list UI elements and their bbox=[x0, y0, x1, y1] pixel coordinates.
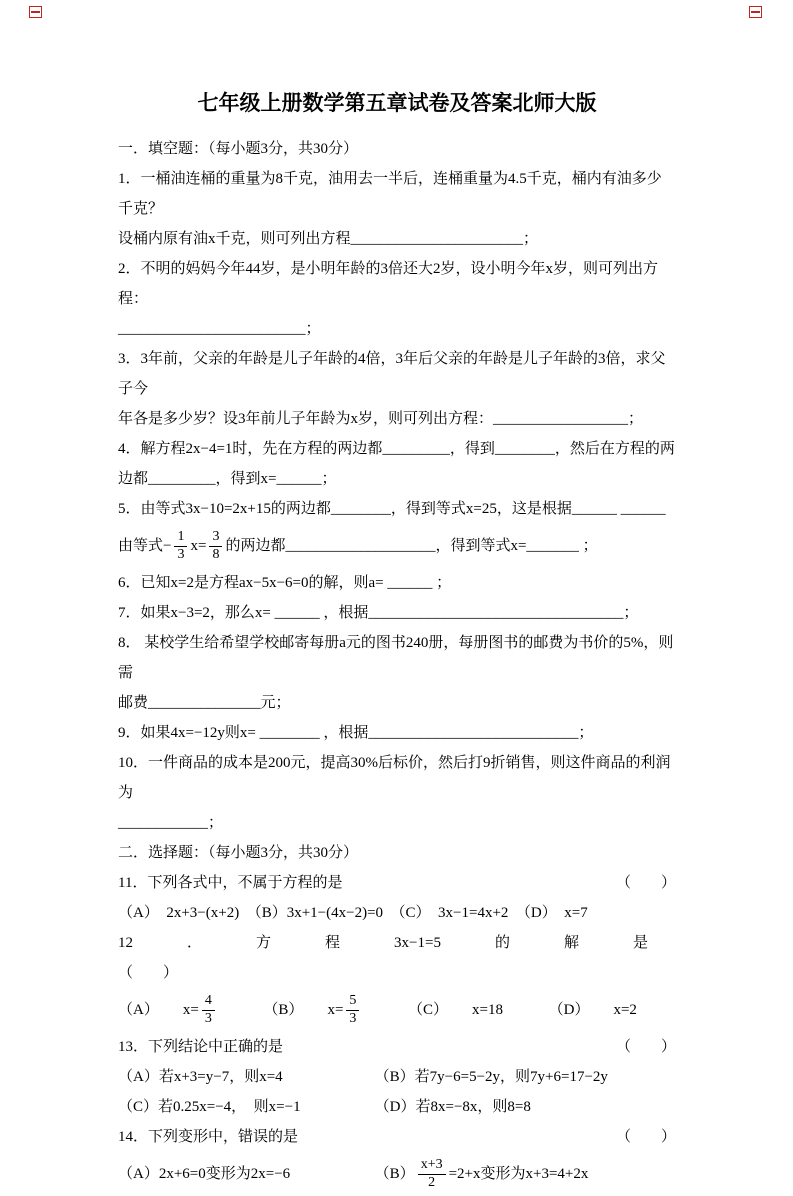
q13-option-c: （C）若0.25x=−4， 则x=−1 bbox=[118, 1099, 301, 1115]
corner-stamp-left-icon bbox=[29, 6, 42, 18]
q12-word: 方 bbox=[256, 935, 272, 951]
option-value bbox=[183, 993, 218, 1026]
fraction-numerator: x+3 bbox=[418, 1157, 446, 1174]
q13-option-d: （D）若8x=−8x，则8=8 bbox=[374, 1099, 531, 1115]
q2-line1: 2．不明的妈妈今年44岁，是小明年龄的3倍还大2岁，设小明今年x岁，则可列出方程： bbox=[118, 261, 659, 307]
q12-equation: 3x−1=5 bbox=[394, 935, 441, 951]
q11-answer-paren: （ ） bbox=[615, 875, 676, 891]
equation-lhs: x= bbox=[182, 1002, 199, 1018]
q12-option-a bbox=[118, 993, 218, 1026]
fraction-x-plus-3-over-2 bbox=[418, 1157, 446, 1190]
q2-line2: _________________________； bbox=[118, 321, 321, 337]
fraction-numerator: 3 bbox=[209, 529, 222, 546]
q13-option-b: （B）若7y−6=5−2y，则7y+6=17−2y bbox=[374, 1069, 608, 1085]
q11-stem: 11．下列各式中，不属于方程的是 bbox=[118, 875, 343, 891]
option-label: （D） bbox=[548, 1002, 590, 1018]
q14-option-b bbox=[375, 1157, 676, 1190]
q12-word: 12 bbox=[118, 935, 133, 951]
option-label: （B） bbox=[374, 1166, 415, 1182]
q5-line1: 5．由等式3x−10=2x+15的两边都________，得到等式x=25，这是根据______ ______ bbox=[118, 501, 666, 517]
fraction-numerator: 5 bbox=[346, 993, 359, 1010]
q10-line2: ____________； bbox=[118, 815, 224, 831]
q5-line2 bbox=[118, 524, 676, 568]
fraction-denominator: 2 bbox=[428, 1174, 436, 1190]
q12-answer-paren: （ ） bbox=[118, 965, 179, 981]
q9-line: 9．如果4x=−12y则x= ________ ，根据____________________________； bbox=[118, 725, 594, 741]
option-value: x=2 bbox=[613, 1002, 637, 1018]
fraction-three-eighths bbox=[209, 529, 222, 562]
q13-stem-line bbox=[118, 1032, 676, 1062]
q12-stem-line bbox=[118, 928, 648, 958]
q11-stem-line bbox=[118, 868, 676, 898]
q13-answer-paren: （ ） bbox=[615, 1039, 676, 1055]
q14-option-b-rest: =2+x变形为x+3=4+2x bbox=[448, 1166, 589, 1182]
q1-line2: 设桶内原有油x千克，则可列出方程_______________________； bbox=[118, 231, 539, 247]
fraction-one-third bbox=[174, 529, 187, 562]
option-label: （B） bbox=[263, 1002, 304, 1018]
q12-word: ． bbox=[187, 935, 203, 951]
q13-options-row2 bbox=[118, 1092, 676, 1122]
q12-word: 程 bbox=[325, 935, 341, 951]
fraction-five-thirds bbox=[346, 993, 359, 1026]
q14-answer-paren: （ ） bbox=[615, 1129, 676, 1145]
q14-stem-line bbox=[118, 1122, 676, 1152]
q7-line: 7．如果x−3=2，那么x= ______ ，根据__________________________________； bbox=[118, 605, 639, 621]
q12-word: 解 bbox=[563, 935, 579, 951]
fraction-denominator: 3 bbox=[204, 1010, 212, 1026]
q5-line2-mid1: x= bbox=[190, 538, 207, 554]
fraction-four-thirds bbox=[202, 993, 215, 1026]
q13-option-a: （A）若x+3=y−7，则x=4 bbox=[118, 1069, 283, 1085]
equation-lhs: x= bbox=[327, 1002, 344, 1018]
q6-line: 6．已知x=2是方程ax−5x−6=0的解，则a= ______ ； bbox=[118, 575, 452, 591]
fraction-denominator: 8 bbox=[212, 546, 220, 562]
page-title: 七年级上册数学第五章试卷及答案北师大版 bbox=[197, 91, 597, 115]
q13-stem: 13．下列结论中正确的是 bbox=[118, 1039, 284, 1055]
q10-line1: 10．一件商品的成本是200元，提高30%后标价，然后打9折销售，则这件商品的利润为 bbox=[118, 755, 671, 801]
q12-option-c bbox=[408, 995, 503, 1025]
q13-options-row1 bbox=[118, 1062, 676, 1092]
q12-word: 是 bbox=[633, 935, 649, 951]
q14-option-a: （A）2x+6=0变形为2x=−6 bbox=[118, 1166, 291, 1182]
option-label: （C） bbox=[408, 1002, 449, 1018]
q12-options bbox=[118, 988, 637, 1032]
option-label: （A） bbox=[118, 1002, 159, 1018]
q5-line2-pre: 由等式− bbox=[118, 538, 172, 554]
q12-option-d bbox=[549, 995, 637, 1025]
q8-line2: 邮费_______________元； bbox=[118, 695, 291, 711]
option-value bbox=[327, 993, 362, 1026]
q5-line2-mid2: 的两边都____________________，得到等式x=_______ ； bbox=[225, 538, 598, 554]
q3-line1: 3．3年前，父亲的年龄是儿子年龄的4倍，3年后父亲的年龄是儿子年龄的3倍，求父子今 bbox=[118, 351, 666, 397]
q1-line1: 1．一桶油连桶的重量为8千克，油用去一半后，连桶重量为4.5千克，桶内有油多少千克？ bbox=[118, 171, 662, 217]
q11-options: （A） 2x+3−(x+2) （B）3x+1−(4x−2)=0 （C） 3x−1=4x+2 （D） x=7 bbox=[118, 905, 588, 921]
fill-section-heading: 一．填空题：（每小题3分，共30分） bbox=[118, 141, 359, 157]
corner-stamp-right-icon bbox=[749, 6, 762, 18]
q4-line: 4．解方程2x−4=1时，先在方程的两边都_________，得到________，然后在方程的两边都_________，得到x=______； bbox=[118, 441, 675, 487]
q14-stem: 14．下列变形中，错误的是 bbox=[118, 1129, 299, 1145]
fraction-numerator: 1 bbox=[174, 529, 187, 546]
option-value: x=18 bbox=[472, 1002, 503, 1018]
q8-line1: 8． 某校学生给希望学校邮寄每册a元的图书240册，每册图书的邮费为书价的5%，则需 bbox=[118, 635, 674, 681]
fraction-denominator: 3 bbox=[349, 1010, 357, 1026]
q14-options-row bbox=[118, 1152, 676, 1196]
fraction-numerator: 4 bbox=[202, 993, 215, 1010]
q12-option-b bbox=[263, 993, 362, 1026]
fraction-denominator: 3 bbox=[177, 546, 185, 562]
q3-line2: 年各是多少岁？设3年前儿子年龄为x岁，则可列出方程：__________________； bbox=[118, 411, 644, 427]
choice-section-heading: 二．选择题：（每小题3分，共30分） bbox=[118, 845, 359, 861]
q12-word: 的 bbox=[494, 935, 510, 951]
